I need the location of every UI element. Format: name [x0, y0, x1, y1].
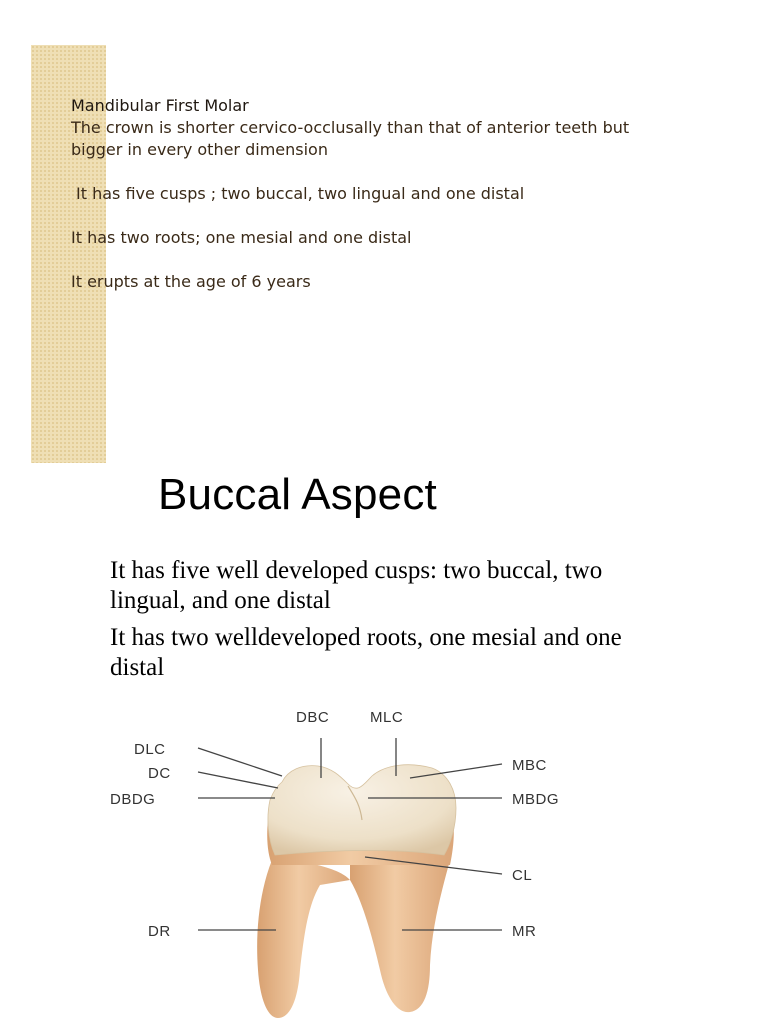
label-dbdg: DBDG: [110, 791, 156, 808]
label-mbdg: MBDG: [512, 791, 559, 808]
label-mbc: MBC: [512, 757, 547, 774]
slide-1-text: [71, 95, 631, 293]
label-dr: DR: [148, 923, 171, 940]
label-dlc: DLC: [134, 741, 166, 758]
slide-1: [31, 45, 631, 463]
label-mr: MR: [512, 923, 537, 940]
paragraph-crown: The crown is shorter cervico-occlusally than that of anterior teeth but bigger in every other dimension: [71, 118, 630, 159]
label-dbc: DBC: [296, 709, 330, 726]
distal-root: [257, 860, 350, 1018]
slide-2-body: [110, 556, 630, 690]
slide-2-heading: Buccal Aspect: [158, 470, 437, 519]
paragraph-cusps: It has five cusps ; two buccal, two lingual and one distal: [76, 184, 525, 203]
paragraph-eruption: It erupts at the age of 6 years: [71, 272, 311, 291]
slide-1-title: Mandibular First Molar: [71, 96, 249, 115]
crown: [268, 765, 456, 855]
mesial-root: [350, 860, 450, 1012]
paragraph-roots-detail: It has two welldeveloped roots, one mesial and one distal: [110, 624, 622, 681]
label-dc: DC: [148, 765, 171, 782]
paragraph-cusps-detail: It has five well developed cusps: two buccal, two lingual, and one distal: [110, 557, 603, 614]
tooth-diagram: [110, 700, 630, 1020]
label-cl: CL: [512, 867, 533, 884]
paragraph-roots: It has two roots; one mesial and one distal: [71, 228, 412, 247]
label-mlc: MLC: [370, 709, 404, 726]
